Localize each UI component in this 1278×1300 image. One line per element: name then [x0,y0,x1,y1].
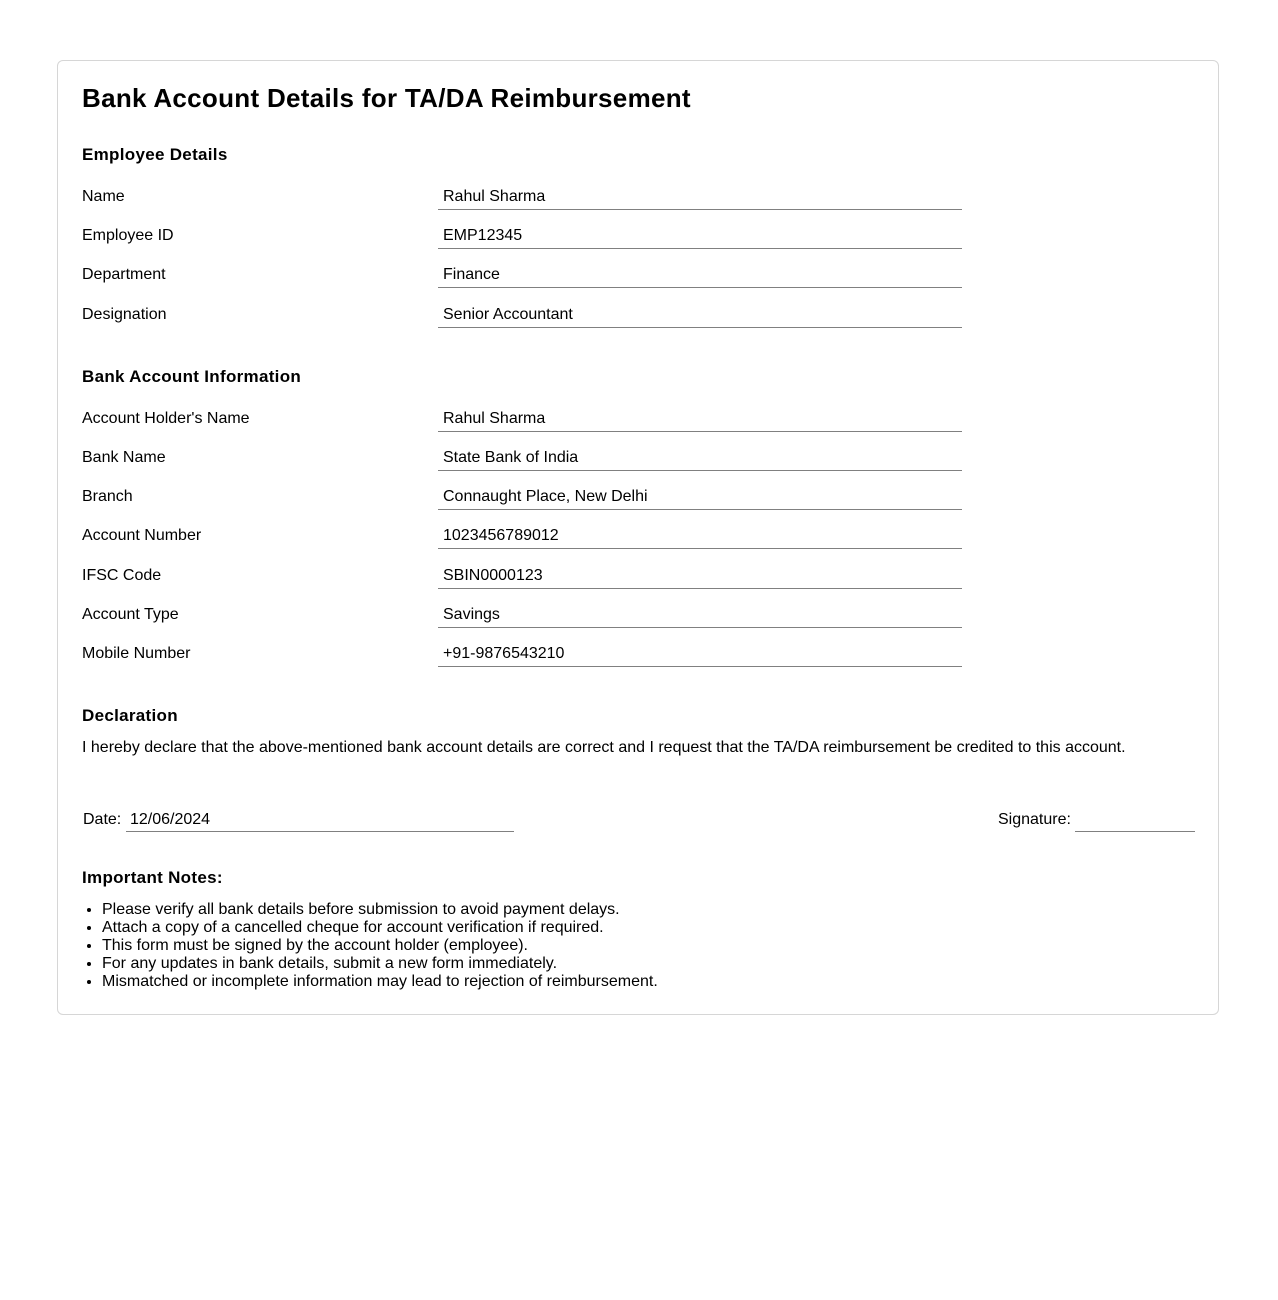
list-item: • This form must be signed by the account holder (employee). [102,937,658,955]
name-input[interactable] [438,183,962,210]
form-card [57,60,1219,1015]
employee-id-input[interactable] [438,222,962,249]
account-holder-input[interactable] [438,405,962,432]
field-row-branch [82,483,962,513]
declaration-heading: Declaration [82,706,178,725]
field-label-bank-name: Bank Name [82,449,166,466]
account-number-input[interactable] [438,522,962,549]
field-row-account-holder [82,405,962,435]
account-type-input[interactable] [438,601,962,628]
declaration-text: I hereby declare that the above-mentioned bank account details are correct and I request that the TA/DA reimbursement be credited to this account. [82,739,1126,756]
field-row-account-number [82,522,962,552]
field-row-ifsc-code [82,562,962,592]
field-label-account-type: Account Type [82,606,179,623]
important-notes-heading: Important Notes: [82,868,223,887]
date-label: Date: [83,811,122,828]
designation-input[interactable] [438,301,962,328]
bank-info-heading: Bank Account Information [82,367,302,386]
ifsc-code-input[interactable] [438,562,962,589]
employee-details-heading: Employee Details [82,145,228,164]
field-row-mobile-number [82,640,962,670]
field-row-account-type [82,601,962,631]
field-value-employee-id: EMP12345 [443,227,523,244]
form-title: Bank Account Details for TA/DA Reimbursement [82,83,691,113]
field-value-account-number: 1023456789012 [443,527,559,544]
list-item: • For any updates in bank details, submit a new form immediately. [102,955,658,973]
field-label-mobile-number: Mobile Number [82,645,191,662]
date-value: 12/06/2024 [130,811,211,828]
field-value-mobile-number: +91-9876543210 [443,645,565,662]
bank-name-input[interactable] [438,444,962,471]
field-value-account-holder: Rahul Sharma [443,410,546,427]
list-item: • Attach a copy of a cancelled cheque for account verification if required. [102,919,658,937]
list-item: • Mismatched or incomplete information may lead to rejection of reimbursement. [102,973,658,991]
date-input[interactable] [126,806,514,832]
field-row-designation [82,301,962,331]
field-row-bank-name [82,444,962,474]
field-label-name: Name [82,188,125,205]
field-value-department: Finance [443,266,500,283]
department-input[interactable] [438,261,962,288]
field-row-name [82,183,962,213]
field-value-designation: Senior Accountant [443,306,573,323]
branch-input[interactable] [438,483,962,510]
field-label-ifsc-code: IFSC Code [82,567,162,584]
field-value-ifsc-code: SBIN0000123 [443,567,543,584]
field-value-name: Rahul Sharma [443,188,546,205]
field-label-branch: Branch [82,488,133,505]
field-value-branch: Connaught Place, New Delhi [443,488,648,505]
field-value-account-type: Savings [443,606,500,623]
notes-list [82,901,658,991]
field-label-account-holder: Account Holder's Name [82,410,250,427]
signature-label: Signature: [998,811,1071,828]
mobile-number-input[interactable] [438,640,962,667]
field-value-bank-name: State Bank of India [443,449,579,466]
list-item: • Please verify all bank details before submission to avoid payment delays. [102,901,658,919]
field-row-department [82,261,962,291]
field-label-designation: Designation [82,306,167,323]
field-label-department: Department [82,266,166,283]
field-label-employee-id: Employee ID [82,227,174,244]
signature-input[interactable] [1075,806,1195,832]
field-row-employee-id [82,222,962,252]
field-label-account-number: Account Number [82,527,202,544]
